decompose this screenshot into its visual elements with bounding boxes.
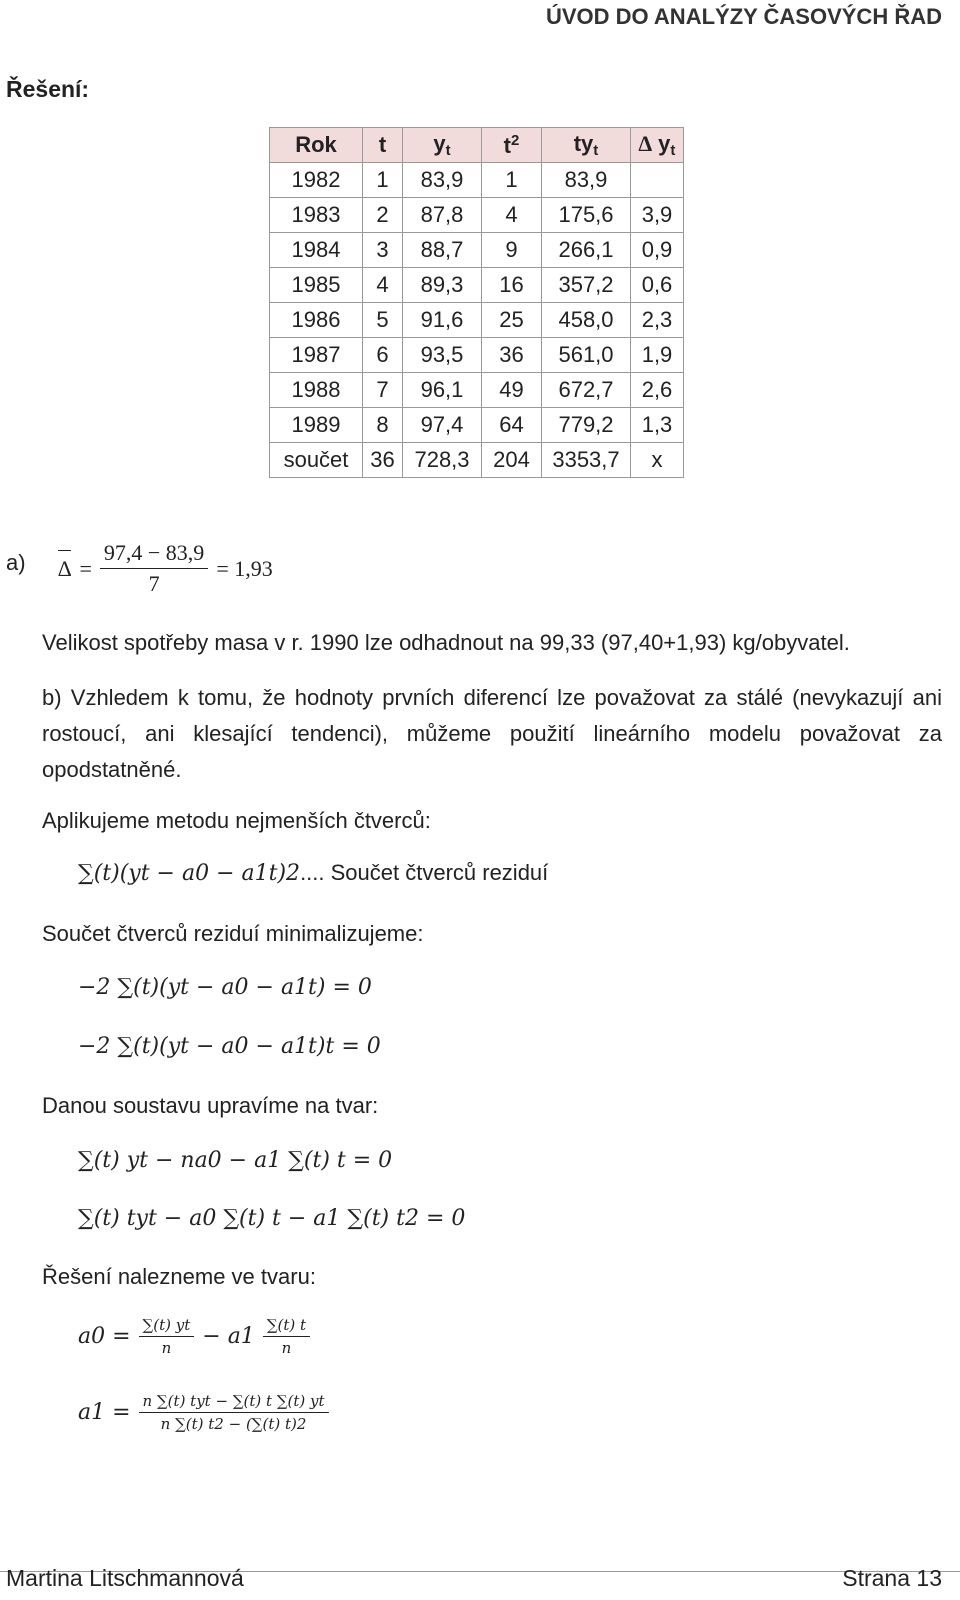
table-row [270,233,684,268]
cell-delta-yt: 2,6 [631,373,684,408]
delta-bar-symbol: ∆ [58,556,71,582]
cell-t2: 16 [482,268,542,303]
a0-fraction-1: $\frac{\sum(t) yt}{n}$ [139,1316,195,1357]
cell-t: 6 [363,338,403,373]
cell-delta-yt: 1,9 [631,338,684,373]
cell-yt: 96,1 [403,373,482,408]
cell-tyt: 83,9 [542,163,631,198]
col-header-t2: $t^2$ [482,128,542,163]
cell-delta-yt: 1,3 [631,408,684,443]
method-text: Aplikujeme metodu nejmenších čtverců: [42,808,431,833]
cell-yt: 91,6 [403,303,482,338]
solution-form-text: Řešení nalezneme ve tvaru: [42,1264,316,1289]
cell-tyt: 779,2 [542,408,631,443]
cell-t2: 4 [482,198,542,233]
part-b-paragraph: b) Vzhledem k tomu, že hodnoty prvních diferencí lze považovat za stálé (nevykazují ani rostoucí, ani klesající tendenci), můžeme použití lineárního modelu považovat za opodstatněné. [42,685,942,782]
table-row [270,303,684,338]
cell-year: 1988 [270,373,363,408]
part-a-label: a) [6,550,26,575]
footer-page-number: Strana 13 [842,1565,942,1591]
cell-t: 8 [363,408,403,443]
cell-yt: 88,7 [403,233,482,268]
cell-delta-yt: x [631,443,684,478]
cell-year: 1987 [270,338,363,373]
col-header-yt: $y_t$ [403,128,482,163]
cell-t2: 204 [482,443,542,478]
cell-tyt: 672,7 [542,373,631,408]
system-equation-1: ∑(t) yt − na0 − a1 ∑(t) t = 0 [78,1148,393,1173]
footer-author: Martina Litschmannová [6,1565,244,1591]
cell-yt: 87,8 [403,198,482,233]
delta-fraction [100,540,208,597]
system-equation-2: ∑(t) tyt − a0 ∑(t) t − a1 ∑(t) t2 = 0 [78,1206,466,1231]
cell-t2: 49 [482,373,542,408]
sum-of-squares-row [78,860,548,886]
cell-yt: 97,4 [403,408,482,443]
cell-t2: 25 [482,303,542,338]
a1-fraction: $\frac{\text{n ∑(t) tyt − ∑(t) t ∑(t) yt}}{n \sum(t) t2 - (\sum(t) t)2}$ [139,1392,329,1433]
cell-year: 1982 [270,163,363,198]
table-header-row [270,128,684,163]
cell-t: 4 [363,268,403,303]
cell-year: 1984 [270,233,363,268]
cell-tyt: 3353,7 [542,443,631,478]
a1-formula: a1 = $\frac{\text{n ∑(t) tyt − ∑(t) t ∑(t) yt}}{n \sum(t) t2 - (\sum(t) t)2}$ [78,1392,329,1433]
transform-text: Danou soustavu upravíme na tvar: [42,1093,379,1118]
estimate-text: Velikost spotřeby masa v r. 1990 lze odhadnout na 99,33 (97,40+1,93) kg/obyvatel. [42,630,850,655]
cell-delta-yt [631,163,684,198]
cell-t2: 1 [482,163,542,198]
cell-t2: 36 [482,338,542,373]
cell-t2: 64 [482,408,542,443]
table-row [270,373,684,408]
cell-t: 7 [363,373,403,408]
table-row [270,198,684,233]
cell-yt: 89,3 [403,268,482,303]
normal-equation-1: −2 ∑(t)(yt − a0 − a1t) = 0 [78,975,372,1000]
cell-t2: 9 [482,233,542,268]
cell-t: 2 [363,198,403,233]
cell-tyt: 458,0 [542,303,631,338]
cell-yt: 83,9 [403,163,482,198]
sum-of-squares-formula: ∑(t)(yt − a0 − a1t)2 [78,861,301,886]
table-row [270,408,684,443]
table-row [270,163,684,198]
a0-formula: a0 = $\frac{\sum(t) yt}{n}$ − a1 $\frac{\sum(t) t}{n}$ [78,1316,310,1357]
cell-tyt: 561,0 [542,338,631,373]
cell-t: 5 [363,303,403,338]
normal-equation-2: −2 ∑(t)(yt − a0 − a1t)t = 0 [78,1034,381,1059]
solution-title: Řešení: [6,76,90,102]
table-row [270,338,684,373]
cell-year: 1985 [270,268,363,303]
cell-year: 1989 [270,408,363,443]
table-sum-row [270,443,684,478]
table-row [270,268,684,303]
cell-delta-yt: 3,9 [631,198,684,233]
cell-tyt: 266,1 [542,233,631,268]
cell-tyt: 175,6 [542,198,631,233]
cell-yt: 93,5 [403,338,482,373]
col-header-rok: Rok [270,128,363,163]
sum-of-squares-label: .... Součet čtverců reziduí [300,860,549,885]
cell-delta-yt: 0,9 [631,233,684,268]
delta-formula: ∆ = $\frac{97,4 - 83,9}{7}$ = 1,93 [58,540,273,596]
minimize-text: Součet čtverců reziduí minimalizujeme: [42,921,424,946]
col-header-t: t [363,128,403,163]
col-header-delta-yt: ∆ $y_t$ [631,128,684,163]
cell-yt: 728,3 [403,443,482,478]
cell-year: 1983 [270,198,363,233]
cell-tyt: 357,2 [542,268,631,303]
cell-t: 3 [363,233,403,268]
cell-delta-yt: 0,6 [631,268,684,303]
a0-fraction-2: $\frac{\sum(t) t}{n}$ [263,1316,310,1357]
data-table [269,127,684,478]
cell-delta-yt: 2,3 [631,303,684,338]
cell-year: 1986 [270,303,363,338]
running-header: ÚVOD DO ANALÝZY ČASOVÝCH ŘAD [545,4,942,29]
cell-t: 36 [363,443,403,478]
cell-t: 1 [363,163,403,198]
col-header-tyt: $ty_t$ [542,128,631,163]
delta-denominator: 7 [148,571,160,596]
delta-numerator: 97,4 − 83,9 [100,540,208,569]
cell-year: součet [270,443,363,478]
delta-result: = 1,93 [216,555,273,581]
